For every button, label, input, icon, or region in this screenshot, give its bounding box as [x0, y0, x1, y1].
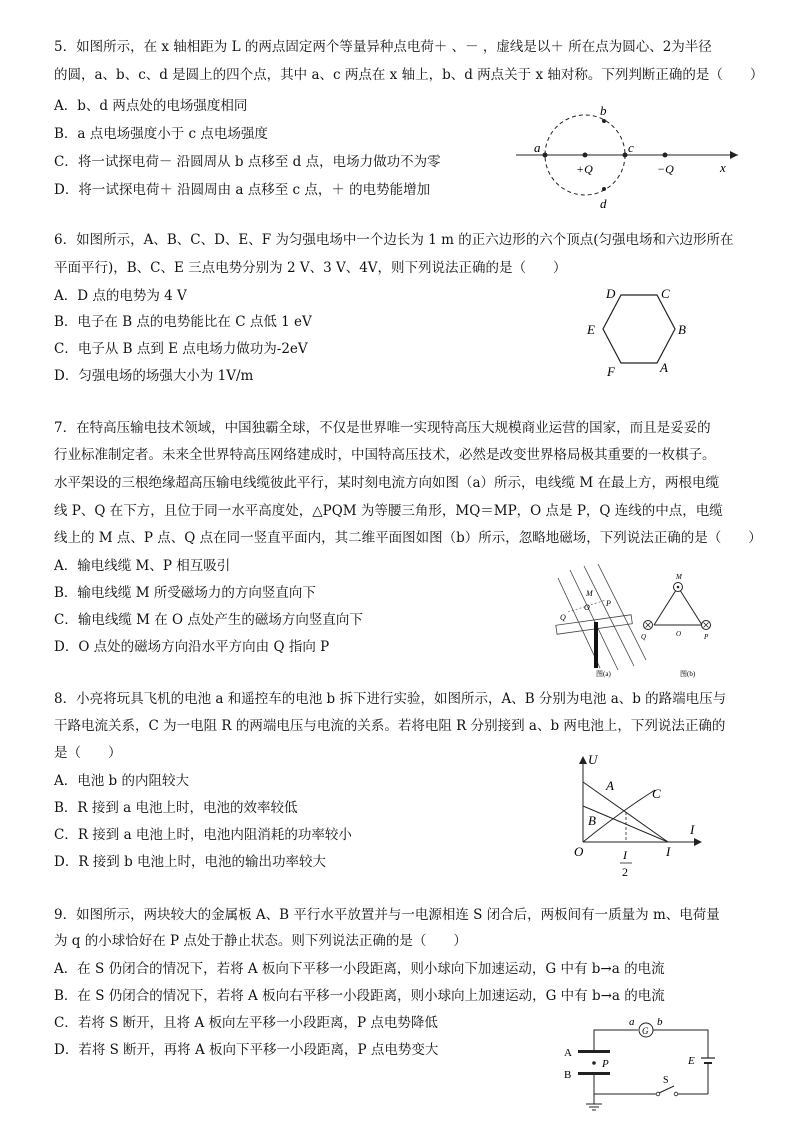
q7a-label-P: P — [606, 599, 611, 608]
q6-option-c: C．电子从 B 点到 E 点电场力做功为-2eV — [54, 341, 308, 357]
q5-option-c: C．将一试探电荷－ 沿圆周从 b 点移至 d 点，电场力做功不为零 — [54, 154, 441, 170]
q6-option-b: B．电子在 B 点的电势能比在 C 点低 1 eV — [54, 314, 312, 330]
q7a-label-Q: Q — [560, 613, 566, 622]
q9-label-E: E — [688, 1055, 695, 1067]
q8-half-denominator: 2 — [622, 865, 628, 879]
q7-caption-b: 图(b) — [680, 670, 696, 678]
q9-figure — [556, 1016, 726, 1118]
q9-label-b: b — [657, 1016, 663, 1028]
q6-label-A: A — [660, 360, 668, 375]
q7-option-b: B．输电线缆 M 所受磁场力的方向竖直向下 — [54, 585, 316, 601]
q7-option-c: C．输电线缆 M 在 O 点处产生的磁场方向竖直向下 — [54, 612, 363, 628]
q7-stem-line2: 行业标准制定者。未来全世界特高压网络建成时，中国特高压技术，必然是改变世界格局极其重要的一枚棋子。 — [54, 447, 716, 463]
q5-x-arrow — [730, 151, 738, 159]
q5-label-c: c — [628, 140, 634, 155]
q6-option-a: A．D 点的电势为 4 V — [54, 288, 187, 304]
q7-stem-line3: 水平架设的三根绝缘超高压输电线缆彼此平行，某时刻电流方向如图（a）所示，电线缆 M 在最上方，两根电缆 — [54, 475, 719, 491]
q7a-label-M: M — [586, 589, 593, 598]
q9-option-a: A．在 S 仍闭合的情况下，若将 A 板向下平移一小段距离，则小球向下加速运动，G 中有 b→a 的电流 — [54, 961, 665, 977]
q9-label-S: S — [663, 1075, 669, 1086]
q9-plate-B — [578, 1072, 610, 1075]
q5-label-a: a — [534, 140, 541, 155]
q7b-label-O: O — [676, 630, 682, 638]
q5-plus-charge — [583, 153, 588, 158]
q7b-label-P: P — [704, 633, 709, 641]
q8-option-c: C．R 接到 a 电池上时，电池内阻消耗的功率较小 — [54, 827, 352, 843]
q5-label-plusQ: +Q — [576, 162, 593, 176]
q7-stem-line1: 7．在特高压输电技术领域，中国独霸全球，不仅是世界唯一实现特高压大规模商业运营的国家，而且是妥妥的 — [54, 420, 711, 436]
q6-stem-line1: 6．如图所示，A、B、C、D、E、F 为匀强电场中一个边长为 1 m 的正六边形的六个顶点(匀强电场和六边形所在 — [54, 232, 734, 248]
q8-label-B: B — [588, 813, 596, 828]
q8-label-C: C — [652, 786, 661, 801]
q8-half-numerator: I — [623, 848, 627, 862]
q7b-label-M: M — [676, 573, 682, 581]
q5-option-b: B．a 点电场强度小于 c 点电场强度 — [54, 126, 268, 142]
q9-plate-A — [578, 1050, 610, 1053]
q9-stem-line2: 为 q 的小球恰好在 P 点处于静止状态。则下列说法正确的是（ ） — [54, 933, 467, 949]
q7a-label-O: O — [584, 603, 590, 612]
q8-figure — [570, 752, 710, 882]
q9-label-G: G — [642, 1026, 649, 1036]
q8-stem-line2: 干路电流关系，C 为一电阻 R 的两端电压与电流的关系。若将电阻 R 分别接到 a、b 两电池上，下列说法正确的 — [54, 718, 726, 734]
q6-label-E: E — [587, 322, 595, 337]
q6-figure — [580, 282, 700, 382]
q7-option-a: A．输电线缆 M、P 相互吸引 — [54, 558, 231, 574]
q8-stem-line3: 是（ ） — [54, 745, 122, 761]
q6-hexagon — [603, 295, 675, 363]
q5-figure — [512, 100, 748, 218]
q9-ball-P — [592, 1061, 596, 1065]
q8-label-A: A — [606, 778, 614, 793]
q9-label-A: A — [564, 1047, 572, 1059]
q9-label-a: a — [629, 1016, 635, 1028]
q7b-label-Q: Q — [641, 633, 647, 641]
q8-option-d: D．R 接到 b 电池上时，电池的输出功率较大 — [54, 854, 327, 870]
q7-stem-line5: 线上的 M 点、P 点、Q 点在同一竖直平面内，其二维平面图如图（b）所示，忽略地磁场，下列说法正确的是（ ） — [54, 530, 762, 546]
q5-stem-line2: 的圆，a、b、c、d 是圆上的四个点，其中 a、c 两点在 x 轴上，b、d 两点关于 x 轴对称。下列判断正确的是（ ） — [54, 67, 764, 83]
q8-option-b: B．R 接到 a 电池上时，电池的效率较低 — [54, 800, 298, 816]
q5-label-x: x — [720, 160, 726, 175]
q7-caption-a: 图(a) — [596, 670, 611, 678]
q8-label-O: O — [574, 844, 584, 859]
q5-stem-line1: 5．如图所示，在 x 轴相距为 L 的两点固定两个等量异种点电荷＋ 、－ ，虚线是以＋ 所在点为圆心、2为半径 — [54, 39, 712, 55]
q9-option-d: D．若将 S 断开，再将 A 板向下平移一小段距离，P 点电势变大 — [54, 1042, 439, 1058]
q9-switch — [659, 1086, 674, 1093]
q9-option-b: B．在 S 仍闭合的情况下，若将 A 板向右平移一小段距离，则小球向上加速运动，G 中有 b→a 的电流 — [54, 988, 665, 1004]
q6-label-B: B — [678, 322, 686, 337]
q5-label-b: b — [600, 103, 607, 118]
q6-label-C: C — [661, 286, 670, 301]
q7-stem-line4: 线 P、Q 在下方，且位于同一水平高度处，△PQM 为等腰三角形，MQ＝MP，O 点是 P，Q 连线的中点，电缆 — [54, 503, 723, 519]
q6-label-F: F — [607, 364, 615, 379]
q5-option-a: A．b、d 两点处的电场强度相同 — [54, 98, 248, 114]
q9-option-c: C．若将 S 断开，且将 A 板向左平移一小段距离，P 点电势降低 — [54, 1015, 438, 1031]
q5-option-d: D．将一试探电荷＋ 沿圆周由 a 点移至 c 点，＋ 的电势能增加 — [54, 182, 431, 198]
q6-option-d: D．匀强电场的场强大小为 1V/m — [54, 368, 254, 384]
q6-stem-line2: 平面平行)，B、C、E 三点电势分别为 2 V、3 V、4V，则下列说法正确的是（ ） — [54, 260, 567, 276]
q8-label-I0: I — [666, 844, 671, 859]
q7-option-d: D．O 点处的磁场方向沿水平方向由 Q 指向 P — [54, 639, 330, 655]
q9-stem-line1: 9．如图所示，两块较大的金属板 A、B 平行水平放置并与一电源相连 S 闭合后，两板间有一质量为 m、电荷量 — [54, 907, 720, 923]
q9-label-B: B — [564, 1069, 572, 1081]
q8-label-U: U — [588, 752, 598, 767]
q8-option-a: A．电池 b 的内阻较大 — [54, 773, 189, 789]
q5-label-d: d — [600, 196, 607, 211]
q7-figure-b — [636, 568, 716, 680]
q5-label-minusQ: −Q — [657, 162, 674, 176]
q9-label-P: P — [602, 1058, 609, 1070]
q5-minus-charge — [663, 153, 668, 158]
q7-figure-a — [548, 560, 648, 680]
q6-label-D: D — [606, 286, 616, 301]
q8-stem-line1: 8．小亮将玩具飞机的电池 a 和遥控车的电池 b 拆下进行实验，如图所示，A、B 分别为电池 a、b 的路端电压与 — [54, 691, 727, 707]
q8-label-I-axis: I — [690, 822, 695, 837]
